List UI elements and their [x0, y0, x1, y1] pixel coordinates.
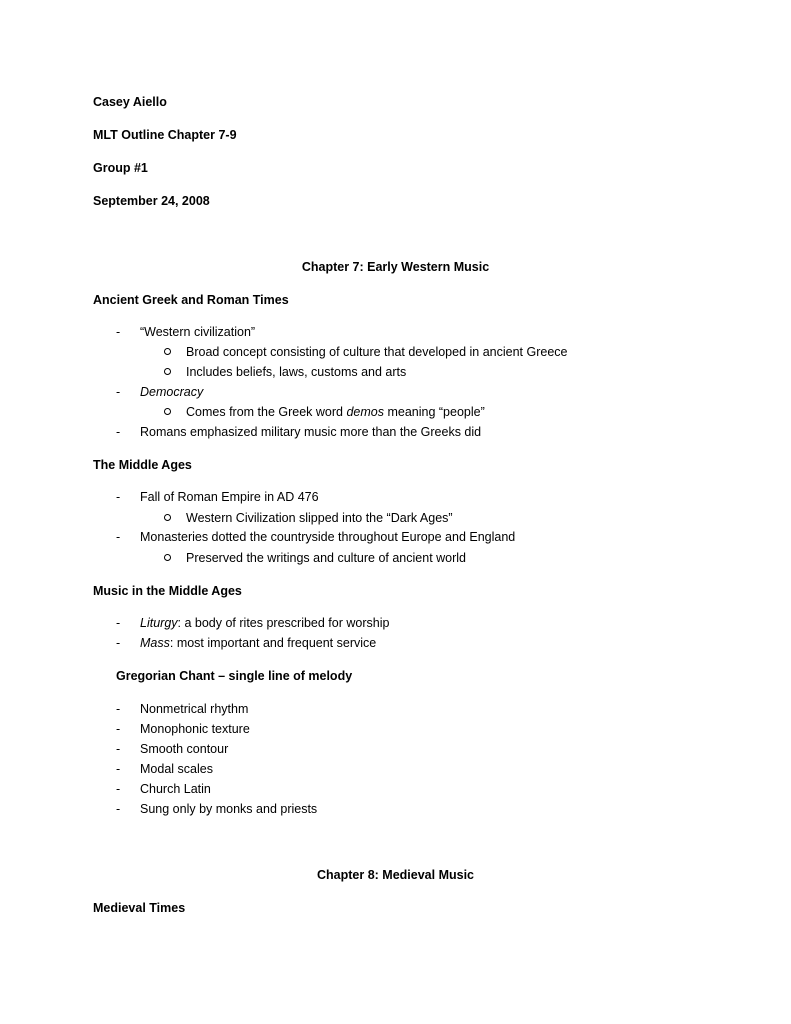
liturgy-term: Liturgy — [140, 616, 178, 630]
circle-bullet-icon — [164, 368, 171, 375]
list-item-liturgy — [140, 615, 389, 631]
sub-item-demos — [186, 404, 485, 420]
mass-term: Mass — [140, 636, 170, 650]
circle-bullet-icon — [164, 348, 171, 355]
subsection-heading-gregorian-chant: Gregorian Chant – single line of melody — [116, 669, 353, 683]
chapter7-title: Chapter 7: Early Western Music — [301, 260, 490, 274]
dash-bullet: - — [116, 616, 121, 630]
demos-term: demos — [346, 405, 384, 419]
list-item-western-civilization: “Western civilization” — [140, 325, 256, 339]
list-item-mass — [140, 635, 376, 651]
list-item: Smooth contour — [140, 742, 229, 756]
sub-item-preserved-writings: Preserved the writings and culture of ancient world — [186, 551, 467, 565]
sub-item-broad-concept: Broad concept consisting of culture that developed in ancient Greece — [186, 345, 568, 359]
dash-bullet: - — [116, 636, 121, 650]
list-item: Monophonic texture — [140, 722, 250, 736]
list-item-monasteries: Monasteries dotted the countryside throughout Europe and England — [140, 530, 516, 544]
list-item: Nonmetrical rhythm — [140, 702, 249, 716]
circle-bullet-icon — [164, 408, 171, 415]
circle-bullet-icon — [164, 514, 171, 521]
dash-bullet: - — [116, 762, 121, 776]
dash-bullet: - — [116, 802, 121, 816]
dash-bullet: - — [116, 425, 121, 439]
section-heading-medieval-times: Medieval Times — [93, 901, 186, 915]
sub-item-demos-post: meaning “people” — [384, 405, 485, 419]
author-name: Casey Aiello — [93, 95, 167, 109]
chapter8-title: Chapter 8: Medieval Music — [317, 868, 474, 882]
dash-bullet: - — [116, 530, 121, 544]
list-item-democracy — [140, 384, 203, 400]
list-item-fall-of-rome: Fall of Roman Empire in AD 476 — [140, 490, 319, 504]
section-heading-middle-ages: The Middle Ages — [93, 458, 192, 472]
section-heading-music-middle-ages: Music in the Middle Ages — [93, 584, 242, 598]
liturgy-definition: : a body of rites prescribed for worship — [177, 616, 390, 630]
dash-bullet: - — [116, 385, 121, 399]
dash-bullet: - — [116, 782, 121, 796]
section-heading-greek-roman: Ancient Greek and Roman Times — [93, 293, 289, 307]
mass-definition: : most important and frequent service — [169, 636, 377, 650]
list-item-romans-military: Romans emphasized military music more than the Greeks did — [140, 425, 482, 439]
dash-bullet: - — [116, 325, 121, 339]
group-label: Group #1 — [93, 161, 148, 175]
sub-item-dark-ages: Western Civilization slipped into the “Dark Ages” — [186, 511, 453, 525]
dash-bullet: - — [116, 742, 121, 756]
list-item: Church Latin — [140, 782, 211, 796]
sub-item-beliefs-laws: Includes beliefs, laws, customs and arts — [186, 365, 407, 379]
dash-bullet: - — [116, 722, 121, 736]
list-item: Sung only by monks and priests — [140, 802, 318, 816]
date-label: September 24, 2008 — [93, 194, 210, 208]
democracy-term: Democracy — [140, 385, 204, 399]
dash-bullet: - — [116, 490, 121, 504]
course-title: MLT Outline Chapter 7-9 — [93, 128, 237, 142]
sub-item-demos-pre: Comes from the Greek word — [186, 405, 347, 419]
circle-bullet-icon — [164, 554, 171, 561]
list-item: Modal scales — [140, 762, 213, 776]
dash-bullet: - — [116, 702, 121, 716]
